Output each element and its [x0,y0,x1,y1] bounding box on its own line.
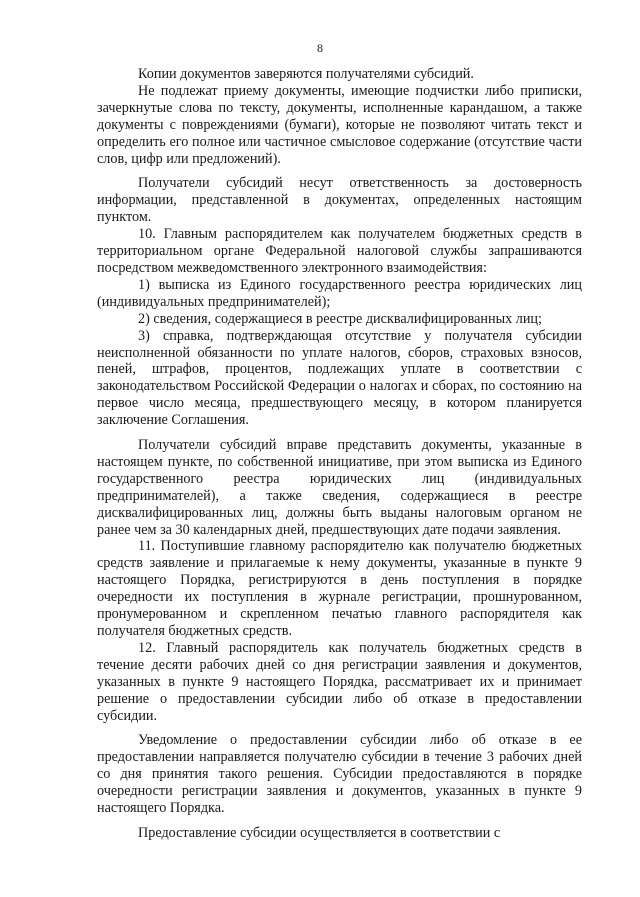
paragraph-copies-certification: Копии документов заверяются получателями субсидий. [138,66,474,82]
paragraph-responsibility: Получатели субсидий несут ответственность за достоверность информации, представленной в документах, определенных настоящим пунктом. [97,175,582,226]
paragraph-item-11: 11. Поступившие главному распорядителю как получателю бюджетных средств заявление и прилагаемые к нему документы, указанные в пункте 9 настоящего Порядка, регистрируются в день поступления в порядке очередности их поступления в журнале регистрации, прошнурованном, пронумерованном и скрепленном печатью главного распорядителя как получателя бюджетных средств. [97,538,582,639]
paragraph-item-12: 12. Главный распорядитель как получатель бюджетных средств в течение десяти рабочих дней со дня регистрации заявления и документов, указанных в пункте 9 настоящего Порядка, рассматривает их и принимает решение о предоставлении субсидии либо об отказе в предоставлении субсидии. [97,639,582,724]
list-item-2: 2) сведения, содержащиеся в реестре дисквалифицированных лиц; [138,310,542,327]
paragraph-subsidy-provision: Предоставление субсидии осуществляется в соответствии с [138,824,501,841]
paragraph-item-10: 10. Главным распорядителем как получателем бюджетных средств в территориальном органе Федеральной налоговой службы запрашиваются посредством межведомственного электронного взаимодействия: [97,226,582,276]
list-item-1: 1) выписка из Единого государственного реестра юридических лиц (индивидуальных предпринимателей); [97,276,582,310]
body-text [97,66,582,842]
paragraph-own-initiative: Получатели субсидий вправе представить документы, указанные в настоящем пункте, по собственной инициативе, при этом выписка из Единого государственного реестра юридических лиц (индивидуальных предпринимателей), а также сведения, содержащиеся в реестре дисквалифицированных лиц, должны быть выданы налоговым органом не ранее чем за 30 календарных дней, предшествующих дате подачи заявления. [97,437,582,538]
list-item-3: 3) справка, подтверждающая отсутствие у получателя субсидии неисполненной обязанности по уплате налогов, сборов, страховых взносов, пеней, штрафов, процентов, подлежащих уплате в соответствии с законодательством Российской Федерации о налогах и сборах, по состоянию на первое число месяца, предшествующего месяцу, в котором планируется заключение Соглашения. [97,327,582,429]
paragraph-notification: Уведомление о предоставлении субсидии либо об отказе в ее предоставлении направляется получателю субсидии в течение 3 рабочих дней со дня принятия такого решения. Субсидии предоставляются в порядке очередности регистрации заявления и документов, указанных в пункте 9 настоящего Порядка. [97,732,582,817]
page-number: 8 [317,41,323,55]
paragraph-rejected-documents: Не подлежат приему документы, имеющие подчистки либо приписки, зачеркнутые слова по тексту, документы, исполненные карандашом, а также документы с повреждениями (бумаги), которые не позволяют читать текст и определить его полное или частичное смысловое содержание (отсутствие части слов, цифр или предложений). [97,82,582,167]
